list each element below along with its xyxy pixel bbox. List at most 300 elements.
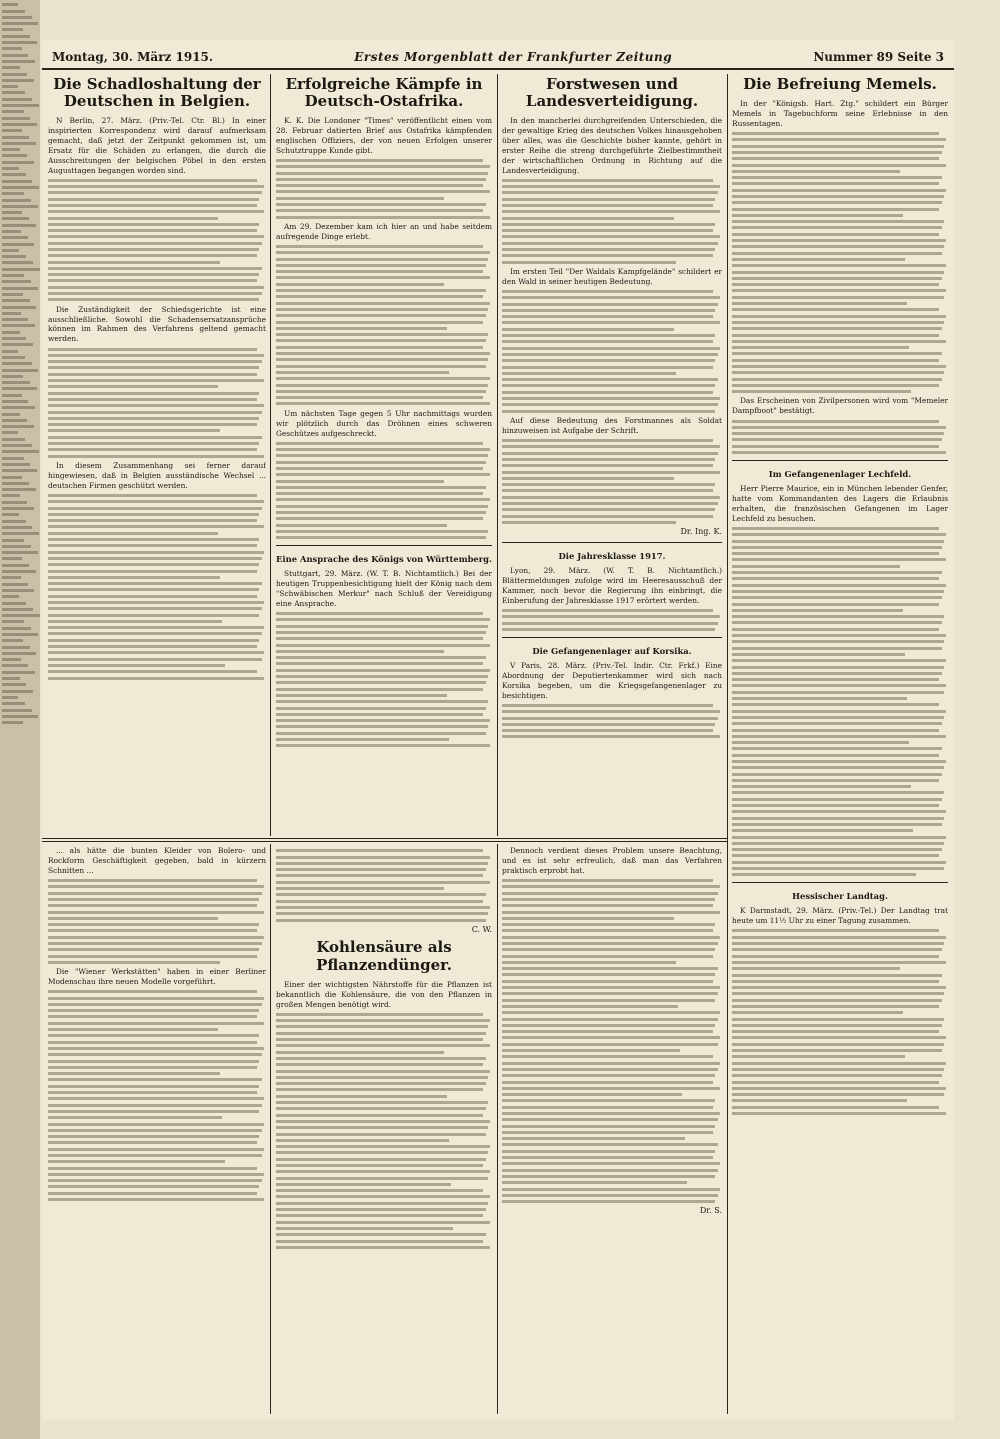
text-line (732, 817, 944, 820)
text-line (48, 1015, 257, 1018)
text-line (502, 1068, 718, 1071)
text-line (276, 339, 486, 342)
text-line (502, 1143, 718, 1146)
adjacent-page-line (2, 671, 35, 674)
adjacent-page-line (2, 589, 34, 592)
text-line (276, 637, 483, 640)
text-line (276, 1051, 444, 1054)
text-line (502, 1074, 715, 1077)
text-line (48, 1129, 262, 1132)
lower-2-title: Kohlensäure als Pflanzendünger. (316, 937, 452, 974)
adjacent-page-line (2, 690, 33, 693)
text-line (276, 1183, 451, 1186)
text-line (48, 948, 259, 951)
text-line (502, 1200, 715, 1203)
text-line (732, 716, 944, 719)
text-line (732, 1024, 942, 1027)
text-line (276, 681, 486, 684)
text-line (502, 923, 715, 926)
adjacent-page-line (2, 419, 27, 422)
text-line (276, 874, 483, 877)
adjacent-page-line (2, 463, 30, 466)
text-line (732, 214, 903, 217)
text-line (732, 697, 907, 700)
text-line (276, 1133, 486, 1136)
adjacent-page-line (2, 192, 24, 195)
text-line (48, 942, 262, 945)
text-line (48, 1192, 257, 1195)
text-line (732, 533, 946, 536)
text-line (48, 588, 259, 591)
text-line (732, 842, 944, 845)
text-line (732, 1074, 942, 1077)
text-line (732, 659, 946, 662)
text-line (48, 570, 257, 573)
adjacent-page-line (2, 646, 30, 649)
text-line (276, 396, 483, 399)
column-3-paragraph: In den mancherlei durchgreifenden Unterschieden, die der gewaltige Krieg des deutschen Volkes hinausgehoben über alles, was die Geschichte bisher kannte, gehört in erster Reihe die streng durchgeführte Zielbestimmtheit der wirtschaftlichen Ordnung in Richtung auf die Landesverteidigung. (502, 116, 722, 175)
text-line (732, 1099, 907, 1102)
text-line (48, 601, 264, 604)
text-line (502, 328, 674, 331)
text-line (732, 451, 946, 454)
text-line (732, 1068, 944, 1071)
text-line (502, 1112, 720, 1115)
column-4-subheading: Im Gefangenenlager Lechfeld. (768, 469, 912, 480)
text-line (48, 1034, 259, 1037)
text-line (48, 267, 262, 270)
text-line (48, 1160, 225, 1163)
text-line (732, 1030, 939, 1033)
adjacent-page-line (2, 10, 25, 13)
text-line (48, 1066, 257, 1069)
text-line (48, 525, 264, 528)
column-3-subheading: Die Jahresklasse 1917. (558, 551, 666, 562)
adjacent-page-line (2, 293, 23, 296)
adjacent-page-line (2, 350, 18, 353)
text-line (732, 710, 946, 713)
newspaper-page (42, 40, 954, 1420)
adjacent-page-line (2, 369, 38, 372)
text-line (276, 1101, 488, 1104)
text-line (732, 584, 946, 587)
text-line (48, 544, 257, 547)
lower-column-2 (276, 846, 492, 1414)
text-line (502, 397, 720, 400)
text-line (276, 887, 444, 890)
text-line (732, 1005, 939, 1008)
column-4-paragraph: In der "Königsb. Hart. Ztg." schildert ein Bürger Memels in Tagebuchform seine Erlebnisse in den Russentagen. (732, 99, 948, 128)
text-line (48, 1179, 262, 1182)
adjacent-page-line (2, 438, 25, 441)
text-line (502, 729, 713, 732)
adjacent-page-line (2, 488, 36, 491)
text-line (502, 391, 713, 394)
text-line (276, 713, 483, 716)
text-line (502, 502, 718, 505)
text-line (502, 489, 713, 492)
text-line (502, 191, 718, 194)
text-line (502, 217, 674, 220)
text-line (502, 242, 718, 245)
lower-3-signature: Dr. S. (699, 1206, 722, 1216)
text-line (502, 1030, 713, 1033)
adjacent-page-line (2, 123, 37, 126)
text-line (48, 360, 262, 363)
text-line (502, 235, 720, 238)
text-line (732, 867, 944, 870)
text-line (276, 1145, 490, 1148)
text-line (276, 333, 488, 336)
text-line (732, 1062, 946, 1065)
text-line (732, 552, 939, 555)
text-line (48, 248, 259, 251)
text-line (502, 992, 718, 995)
text-line (276, 1025, 488, 1028)
text-line (502, 973, 715, 976)
adjacent-page-line (2, 476, 22, 479)
text-line (732, 540, 944, 543)
text-line (502, 439, 713, 442)
text-line (732, 791, 944, 794)
adjacent-page-line (2, 230, 21, 233)
text-line (276, 321, 483, 324)
text-line (276, 390, 486, 393)
text-line (732, 182, 939, 185)
text-line (502, 403, 718, 406)
adjacent-page-line (2, 79, 34, 82)
text-line (276, 473, 490, 476)
text-line (502, 321, 720, 324)
lower-2-paragraph: Einer der wichtigsten Nährstoffe für die Pflanzen ist bekanntlich die Kohlensäure, die von den Pflanzen in großen Mengen benötigt wird. (276, 979, 492, 1009)
adjacent-page-line (2, 658, 21, 661)
text-line (276, 365, 486, 368)
adjacent-page-line (2, 154, 27, 157)
adjacent-page-line (2, 299, 30, 302)
adjacent-page-line (2, 520, 26, 523)
text-line (48, 632, 262, 635)
text-line (732, 527, 939, 530)
adjacent-page-line (2, 85, 18, 88)
adjacent-page-line (2, 721, 23, 724)
text-line (276, 371, 449, 374)
text-line (732, 384, 939, 387)
text-line (48, 879, 257, 882)
column-3-subheading-2: Die Gefangenenlager auf Korsika. (532, 646, 692, 657)
adjacent-page-line (2, 343, 33, 346)
column-4-sub-paragraph-2: K Darmstadt, 29. März. (Priv.-Tel.) Der Landtag trat heute um 11½ Uhr zu einer Tagung zusammen. (732, 906, 948, 926)
text-line (732, 289, 946, 292)
text-line (276, 1233, 486, 1236)
text-line (48, 1041, 257, 1044)
text-line (732, 735, 946, 738)
text-line (276, 1063, 483, 1066)
text-line (732, 836, 946, 839)
text-line (48, 1091, 257, 1094)
text-line (502, 1055, 713, 1058)
column-4 (732, 74, 948, 1414)
text-line (502, 290, 713, 293)
text-line (502, 210, 720, 213)
text-line (732, 992, 944, 995)
text-line (732, 308, 939, 311)
text-line (732, 653, 905, 656)
text-line (732, 691, 944, 694)
column-2-sub-paragraph: Stuttgart, 29. März. (W. T. B. Nichtamtlich.) Bei der heutigen Truppenbesichtigung hielt der König nach dem "Schwäbischen Merkur" nach Schluß der Vereidigung eine Ansprache. (276, 569, 492, 608)
text-line (48, 411, 262, 414)
text-line (502, 334, 715, 337)
text-line (732, 296, 944, 299)
text-line (276, 308, 488, 311)
text-line (732, 729, 939, 732)
text-line (732, 986, 946, 989)
text-line (276, 517, 483, 520)
text-line (502, 477, 674, 480)
text-line (276, 1032, 486, 1035)
text-line (732, 271, 944, 274)
text-line (276, 197, 444, 200)
text-line (276, 1126, 488, 1129)
text-line (732, 854, 939, 857)
text-line (48, 892, 262, 895)
adjacent-page-line (2, 614, 40, 617)
text-line (48, 929, 257, 932)
text-line (502, 1043, 718, 1046)
text-line (502, 384, 715, 387)
header-number: Nummer 89 Seite 3 (813, 50, 944, 64)
text-line (502, 410, 715, 413)
adjacent-page-line (2, 224, 36, 227)
text-line (48, 576, 220, 579)
text-line (48, 923, 259, 926)
adjacent-page-line (2, 324, 35, 327)
text-line (48, 1173, 264, 1176)
text-line (732, 823, 942, 826)
text-line (502, 204, 713, 207)
text-line (276, 612, 483, 615)
text-line (48, 1078, 262, 1081)
adjacent-page-line (2, 362, 32, 365)
text-line (732, 220, 944, 223)
lower-3-paragraph: Dennoch verdient dieses Problem unsere Beachtung, und es ist sehr erfreulich, daß man das Verfahren praktisch erprobt hat. (502, 846, 722, 875)
text-line (276, 283, 444, 286)
text-line (502, 622, 718, 625)
text-line (48, 273, 259, 276)
text-line (732, 999, 942, 1002)
adjacent-page-line (2, 394, 22, 397)
text-line (48, 507, 262, 510)
column-3 (502, 74, 722, 834)
text-line (732, 157, 939, 160)
text-line (732, 873, 916, 876)
text-line (276, 725, 488, 728)
text-line (502, 445, 720, 448)
text-line (276, 893, 486, 896)
text-line (502, 1194, 718, 1197)
text-line (502, 1036, 720, 1039)
text-line (276, 906, 490, 909)
text-line (732, 390, 911, 393)
text-line (732, 1093, 944, 1096)
text-line (276, 1170, 490, 1173)
column-3-title: Forstwesen und Landesverteidigung. (525, 75, 699, 110)
text-line (276, 1240, 483, 1243)
text-line (276, 530, 488, 533)
text-line (732, 189, 946, 192)
text-line (48, 417, 259, 420)
adjacent-page-line (2, 312, 21, 315)
text-line (732, 967, 900, 970)
column-4-subheading-2: Hessischer Landtag. (792, 891, 888, 902)
text-line (48, 997, 264, 1000)
text-line (276, 719, 490, 722)
text-line (48, 614, 259, 617)
adjacent-page-line (2, 564, 29, 567)
adjacent-page-line (2, 608, 33, 611)
text-line (502, 879, 713, 882)
text-line (276, 486, 486, 489)
text-line (48, 677, 264, 680)
text-line (502, 936, 720, 939)
text-line (276, 1076, 488, 1079)
text-line (502, 986, 720, 989)
text-line (502, 615, 720, 618)
text-line (48, 1141, 257, 1144)
text-line (502, 1093, 682, 1096)
text-line (732, 974, 942, 977)
text-line (48, 436, 262, 439)
text-line (502, 885, 720, 888)
text-line (732, 277, 942, 280)
text-line (502, 1011, 720, 1014)
text-line (48, 373, 257, 376)
text-line (276, 245, 483, 248)
text-line (276, 1202, 488, 1205)
text-line (276, 1195, 490, 1198)
text-line (48, 1097, 264, 1100)
text-line (732, 1106, 939, 1109)
text-line (276, 358, 488, 361)
text-line (732, 603, 939, 606)
adjacent-page-line (2, 261, 33, 264)
text-line (276, 656, 486, 659)
adjacent-page-line (2, 532, 39, 535)
text-line (732, 1049, 942, 1052)
text-line (276, 1082, 486, 1085)
text-line (732, 1043, 944, 1046)
text-line (276, 881, 490, 884)
column-3-signature: Dr. Ing. K. (680, 527, 722, 537)
adjacent-page-line (2, 450, 39, 453)
adjacent-page-line (2, 236, 28, 239)
adjacent-page-line (2, 66, 20, 69)
text-line (732, 615, 944, 618)
text-line (502, 179, 713, 182)
text-line (502, 1150, 715, 1153)
text-line (732, 798, 942, 801)
adjacent-page-line (2, 501, 27, 504)
text-line (276, 1107, 486, 1110)
text-line (276, 377, 490, 380)
text-line (48, 1167, 257, 1170)
text-line (732, 1018, 944, 1021)
text-line (502, 296, 720, 299)
text-line (502, 248, 715, 251)
text-line (732, 596, 942, 599)
text-line (276, 402, 490, 405)
adjacent-page-line (2, 526, 32, 529)
text-line (502, 1099, 715, 1102)
text-line (502, 967, 718, 970)
text-line (732, 546, 942, 549)
text-line (48, 1135, 259, 1138)
text-line (732, 371, 944, 374)
text-line (502, 471, 720, 474)
adjacent-page-line (2, 129, 22, 132)
text-line (48, 1053, 262, 1056)
text-line (48, 513, 259, 516)
text-line (276, 346, 483, 349)
text-line (732, 640, 944, 643)
column-1-paragraph: In diesem Zusammenhang sei ferner darauf hingewiesen, daß in Belgien ausständische Wechsel ... deutschen Firmen geschützt werden. (48, 460, 266, 490)
text-line (276, 498, 490, 501)
adjacent-page-line (2, 709, 32, 712)
text-line (732, 1055, 905, 1058)
adjacent-page-line (2, 557, 22, 560)
adjacent-page-line (2, 381, 30, 384)
adjacent-page-line (2, 16, 32, 19)
text-line (502, 942, 718, 945)
text-line (48, 563, 259, 566)
adjacent-page-line (2, 47, 22, 50)
text-line (276, 302, 490, 305)
text-line (48, 1003, 262, 1006)
adjacent-page-line (2, 306, 36, 309)
text-line (732, 741, 909, 744)
text-line (276, 849, 483, 852)
text-line (502, 340, 713, 343)
text-line (48, 670, 257, 673)
text-line (502, 704, 713, 707)
text-line (732, 760, 946, 763)
text-line (502, 521, 676, 524)
text-line (732, 779, 939, 782)
text-line (48, 1148, 264, 1151)
adjacent-page-line (2, 142, 36, 145)
text-line (48, 179, 257, 182)
text-line (276, 688, 483, 691)
text-line (276, 856, 490, 859)
adjacent-page-line (2, 633, 38, 636)
text-line (732, 1081, 939, 1084)
text-line (48, 204, 257, 207)
text-line (732, 346, 909, 349)
text-line (48, 639, 259, 642)
text-line (48, 500, 264, 503)
text-line (48, 385, 218, 388)
text-line (48, 292, 262, 295)
text-line (276, 669, 490, 672)
text-line (732, 226, 942, 229)
text-line (502, 359, 715, 362)
adjacent-page-line (2, 331, 20, 334)
text-line (48, 279, 257, 282)
text-line (276, 732, 486, 735)
column-2-paragraph: K. K. Die Londoner "Times" veröffentlicht einen vom 28. Februar datierten Brief aus Ostafrika kämpfenden englischen Offiziers, der von neuen Erfolgen unserer Schutztruppe Kunde gibt. (276, 116, 492, 155)
text-line (732, 302, 907, 305)
text-line (732, 948, 942, 951)
text-line (48, 423, 257, 426)
